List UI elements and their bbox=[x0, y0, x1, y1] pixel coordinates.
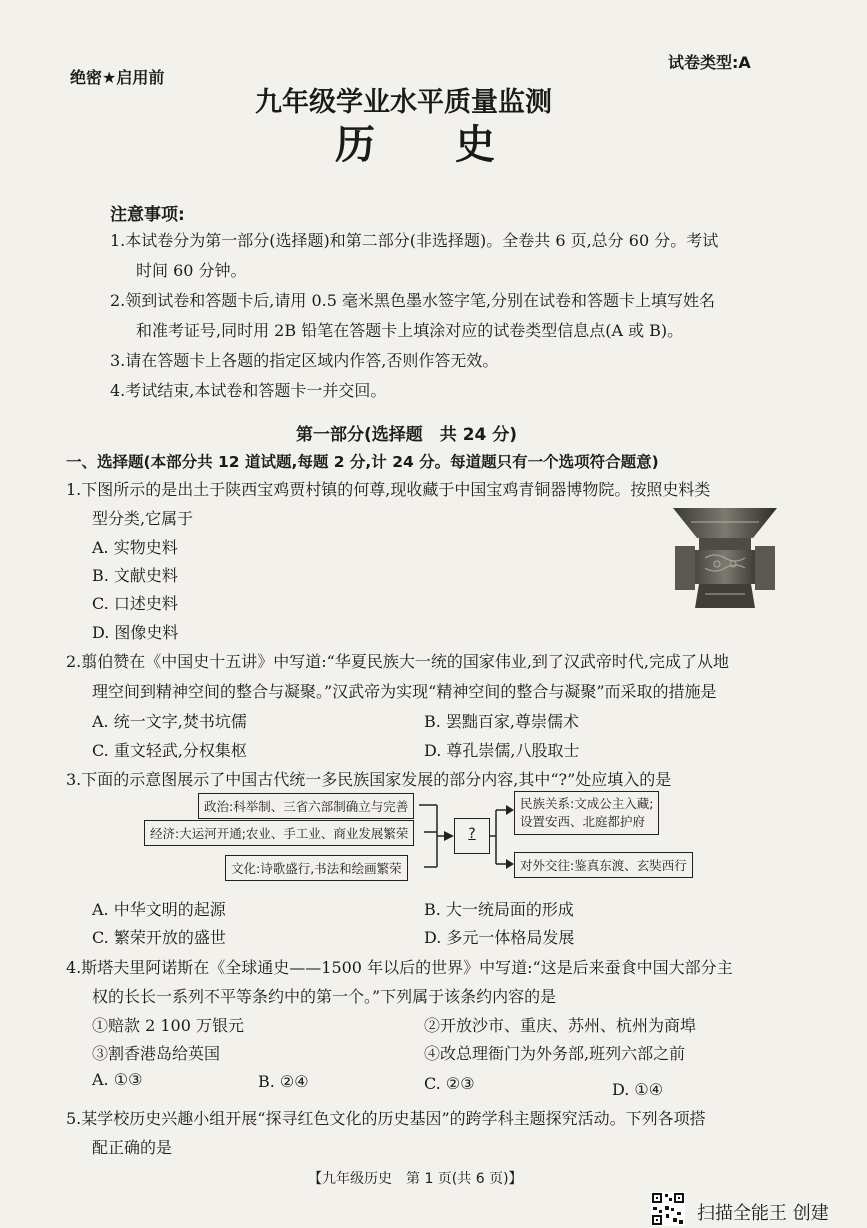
diagram-center-text: ? bbox=[468, 826, 476, 842]
q4-option-c: C. ②③ bbox=[424, 1074, 475, 1093]
q4-option-b: B. ②④ bbox=[258, 1072, 309, 1091]
page-footer: 【九年级历史 第 1 页(共 6 页)】 bbox=[308, 1171, 523, 1187]
diagram-foreign-box bbox=[514, 852, 693, 878]
scanner-watermark: 扫描全能王 创建 bbox=[697, 1203, 829, 1224]
secret-label: 绝密★启用前 bbox=[70, 68, 165, 87]
q2-option-d: D. 尊孔崇儒,八股取士 bbox=[424, 741, 580, 760]
q2-option-a: A. 统一文字,焚书坑儒 bbox=[92, 712, 247, 731]
notes-heading: 注意事项: bbox=[110, 205, 185, 225]
q2-option-b: B. 罢黜百家,尊崇儒术 bbox=[424, 712, 580, 731]
qr-code-icon bbox=[651, 1192, 685, 1226]
diagram-culture-text: 文化:诗歌盛行,书法和绘画繁荣 bbox=[231, 861, 402, 876]
q1-option-b: B. 文献史料 bbox=[92, 566, 178, 585]
note-line: 4.考试结束,本试卷和答题卡一并交回。 bbox=[110, 381, 387, 400]
q5-stem: 5.某学校历史兴趣小组开展“探寻红色文化的历史基因”的跨学科主题探究活动。下列各项搭 bbox=[66, 1109, 706, 1128]
diagram-foreign-text: 对外交往:鉴真东渡、玄奘西行 bbox=[520, 858, 687, 873]
diagram-politics-text: 政治:科举制、三省六部制确立与完善 bbox=[204, 799, 409, 814]
diagram-culture-box bbox=[225, 855, 408, 881]
paper-type-label: 试卷类型:A bbox=[668, 53, 751, 72]
q1-stem-cont: 型分类,它属于 bbox=[92, 509, 194, 528]
q3-option-c: C. 繁荣开放的盛世 bbox=[92, 928, 226, 947]
q4-item-2: ②开放沙市、重庆、苏州、杭州为商埠 bbox=[424, 1016, 697, 1035]
part1-title: 第一部分(选择题 共 24 分) bbox=[296, 425, 518, 445]
q2-stem: 2.翦伯赞在《中国史十五讲》中写道:“华夏民族大一统的国家伟业,到了汉武帝时代,完成了从地 bbox=[66, 652, 730, 671]
diagram-economy-text: 经济:大运河开通;农业、手工业、商业发展繁荣 bbox=[150, 826, 409, 841]
subject-title: 历 史 bbox=[335, 122, 495, 168]
diagram-economy-box bbox=[144, 820, 414, 846]
diagram-center-box bbox=[454, 818, 490, 854]
he-zun-image bbox=[665, 502, 785, 612]
q4-item-3: ③割香港岛给英国 bbox=[92, 1044, 221, 1063]
q4-item-4: ④改总理衙门为外务部,班列六部之前 bbox=[424, 1044, 686, 1063]
diagram-politics-box bbox=[198, 793, 414, 819]
diagram-ethnic-box bbox=[514, 791, 659, 835]
q4-option-a: A. ①③ bbox=[92, 1070, 143, 1089]
q3-option-a: A. 中华文明的起源 bbox=[92, 900, 226, 919]
q1-stem: 1.下图所示的是出土于陕西宝鸡贾村镇的何尊,现收藏于中国宝鸡青铜器博物院。按照史料类 bbox=[66, 480, 711, 499]
q1-option-c: C. 口述史料 bbox=[92, 594, 178, 613]
note-line: 2.领到试卷和答题卡后,请用 0.5 毫米黑色墨水签字笔,分别在试卷和答题卡上填写姓名 bbox=[110, 291, 716, 310]
section-heading: 一、选择题(本部分共 12 道试题,每题 2 分,计 24 分。每道题只有一个选项符合题意) bbox=[66, 453, 659, 471]
q1-option-a: A. 实物史料 bbox=[92, 538, 178, 557]
q4-option-d: D. ①④ bbox=[612, 1080, 664, 1099]
diagram-ethnic-line2: 设置安西、北庭都护府 bbox=[520, 814, 646, 829]
q4-stem: 4.斯塔夫里阿诺斯在《全球通史——1500 年以后的世界》中写道:“这是后来蚕食中国大部分主 bbox=[66, 958, 733, 977]
note-line: 和准考证号,同时用 2B 铅笔在答题卡上填涂对应的试卷类型信息点(A 或 B)。 bbox=[136, 321, 684, 340]
note-line: 3.请在答题卡上各题的指定区域内作答,否则作答无效。 bbox=[110, 351, 499, 370]
q2-stem-cont: 理空间到精神空间的整合与凝聚。”汉武帝为实现“精神空间的整合与凝聚”而采取的措施是 bbox=[92, 682, 717, 701]
note-line: 1.本试卷分为第一部分(选择题)和第二部分(非选择题)。全卷共 6 页,总分 60 分。考试 bbox=[110, 231, 719, 250]
q2-option-c: C. 重文轻武,分权集枢 bbox=[92, 741, 247, 760]
q3-option-d: D. 多元一体格局发展 bbox=[424, 928, 575, 947]
diagram-ethnic-line1: 民族关系:文成公主入藏; bbox=[520, 796, 654, 811]
q3-option-b: B. 大一统局面的形成 bbox=[424, 900, 574, 919]
exam-title: 九年级学业水平质量监测 bbox=[255, 87, 552, 118]
q1-option-d: D. 图像史料 bbox=[92, 623, 179, 642]
q4-stem-cont: 权的长长一系列不平等条约中的第一个。”下列属于该条约内容的是 bbox=[92, 987, 557, 1006]
q4-item-1: ①赔款 2 100 万银元 bbox=[92, 1016, 244, 1035]
q3-stem: 3.下面的示意图展示了中国古代统一多民族国家发展的部分内容,其中“?”处应填入的是 bbox=[66, 770, 672, 789]
q5-stem-cont: 配正确的是 bbox=[92, 1138, 173, 1157]
note-line: 时间 60 分钟。 bbox=[136, 261, 247, 280]
